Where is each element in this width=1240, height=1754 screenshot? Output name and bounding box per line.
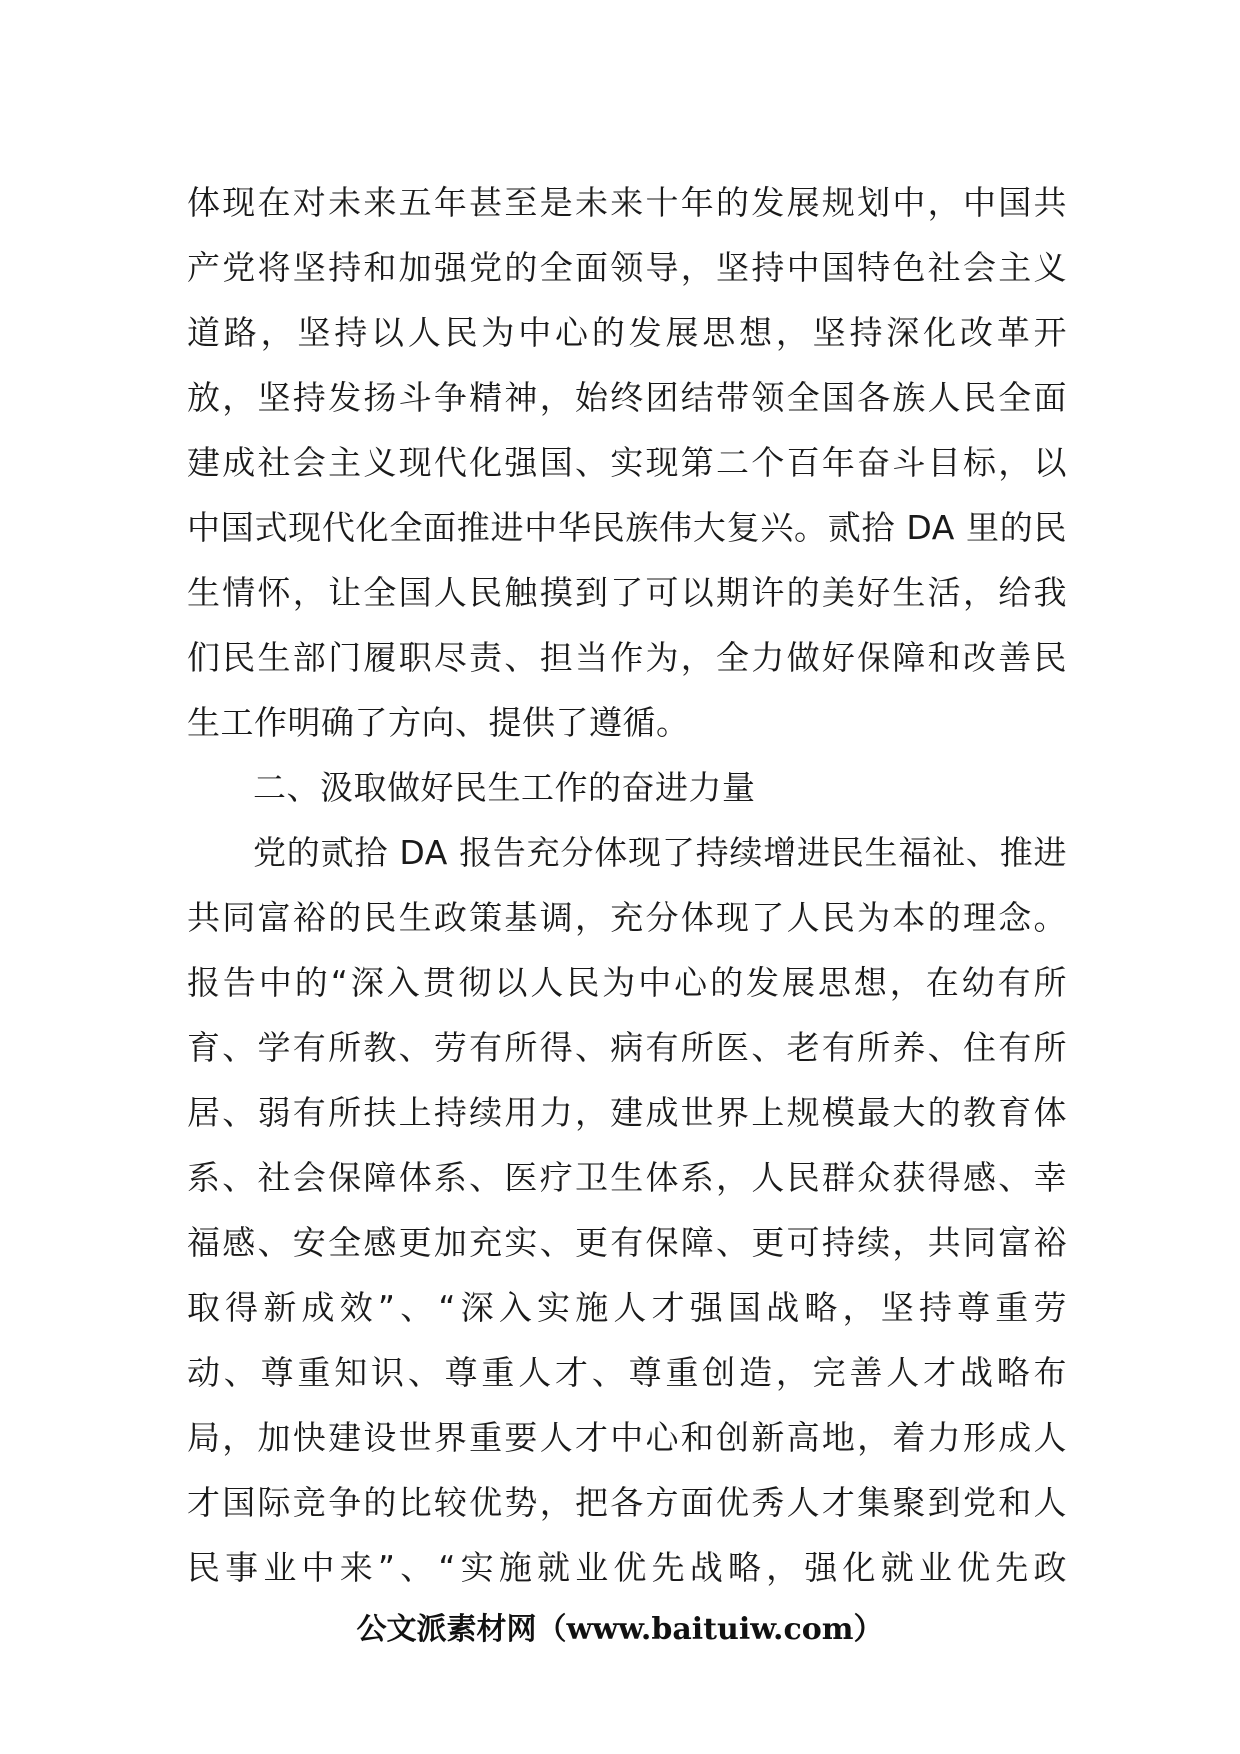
body-line: 民事业中来”、“实施就业优先战略，强化就业优先政 — [187, 1548, 1067, 1587]
body-line: 才国际竞争的比较优势，把各方面优秀人才集聚到党和人 — [187, 1483, 1067, 1522]
body-line: 系、社会保障体系、医疗卫生体系，人民群众获得感、幸 — [187, 1158, 1067, 1197]
body-line: 局，加快建设世界重要人才中心和创新高地，着力形成人 — [187, 1418, 1067, 1457]
body-line: 党的贰拾 DA 报告充分体现了持续增进民生福祉、推进 — [253, 833, 1067, 872]
body-line: 共同富裕的民生政策基调，充分体现了人民为本的理念。 — [187, 898, 1067, 937]
body-line: 生工作明确了方向、提供了遵循。 — [187, 703, 690, 742]
body-line: 育、学有所教、劳有所得、病有所医、老有所养、住有所 — [187, 1028, 1067, 1067]
body-line: 放，坚持发扬斗争精神，始终团结带领全国各族人民全面 — [187, 378, 1067, 417]
page-footer: 公文派素材网（www.baituiw.com） — [356, 1612, 884, 1647]
body-line: 们民生部门履职尽责、担当作为，全力做好保障和改善民 — [187, 638, 1067, 677]
document-body — [187, 170, 1067, 1600]
body-line: 道路，坚持以人民为中心的发展思想，坚持深化改革开 — [187, 313, 1067, 352]
body-line: 动、尊重知识、尊重人才、尊重创造，完善人才战略布 — [187, 1353, 1067, 1392]
body-line: 生情怀，让全国人民触摸到了可以期许的美好生活，给我 — [187, 573, 1067, 612]
body-line: 中国式现代化全面推进中华民族伟大复兴。贰拾 DA 里的民 — [187, 508, 1067, 547]
body-line: 建成社会主义现代化强国、实现第二个百年奋斗目标，以 — [187, 443, 1067, 482]
body-line: 福感、安全感更加充实、更有保障、更可持续，共同富裕 — [187, 1223, 1067, 1262]
body-line: 报告中的“深入贯彻以人民为中心的发展思想，在幼有所 — [187, 963, 1067, 1002]
body-line: 取得新成效”、“深入实施人才强国战略，坚持尊重劳 — [187, 1288, 1067, 1327]
body-line: 体现在对未来五年甚至是未来十年的发展规划中，中国共 — [187, 183, 1067, 222]
body-line: 居、弱有所扶上持续用力，建成世界上规模最大的教育体 — [187, 1093, 1067, 1132]
section-heading: 二、汲取做好民生工作的奋进力量 — [253, 768, 756, 807]
body-line: 产党将坚持和加强党的全面领导，坚持中国特色社会主义 — [187, 248, 1067, 287]
